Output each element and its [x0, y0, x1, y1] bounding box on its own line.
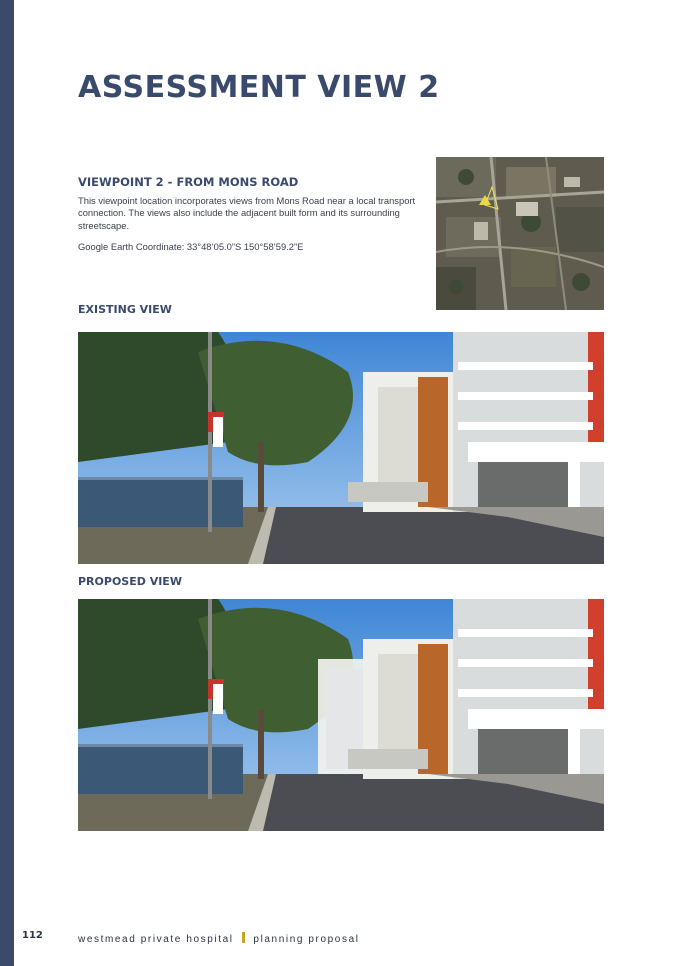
- existing-view-photo: [78, 332, 604, 564]
- page-title: ASSESSMENT VIEW 2: [78, 70, 440, 105]
- footer-separator: [242, 932, 245, 943]
- aerial-map-image: [436, 157, 604, 310]
- footer-left-text: westmead private hospital: [78, 934, 234, 945]
- existing-view-heading: EXISTING VIEW: [78, 303, 172, 316]
- viewpoint-description: This viewpoint location incorporates views from Mons Road near a local transport connection. The views also include the adjacent built form and its surrounding streetscape.: [78, 195, 416, 231]
- viewpoint-heading: VIEWPOINT 2 - FROM MONS ROAD: [78, 175, 299, 189]
- footer-right-text: planning proposal: [253, 934, 360, 945]
- proposed-view-heading: PROPOSED VIEW: [78, 575, 182, 588]
- viewpoint-coordinate: Google Earth Coordinate: 33°48’05.0”S 150°58’59.2”E: [78, 241, 304, 252]
- side-accent-bar: [0, 0, 14, 966]
- proposed-view-photo: [78, 599, 604, 831]
- page-number: 112: [22, 930, 43, 941]
- footer: [78, 932, 360, 945]
